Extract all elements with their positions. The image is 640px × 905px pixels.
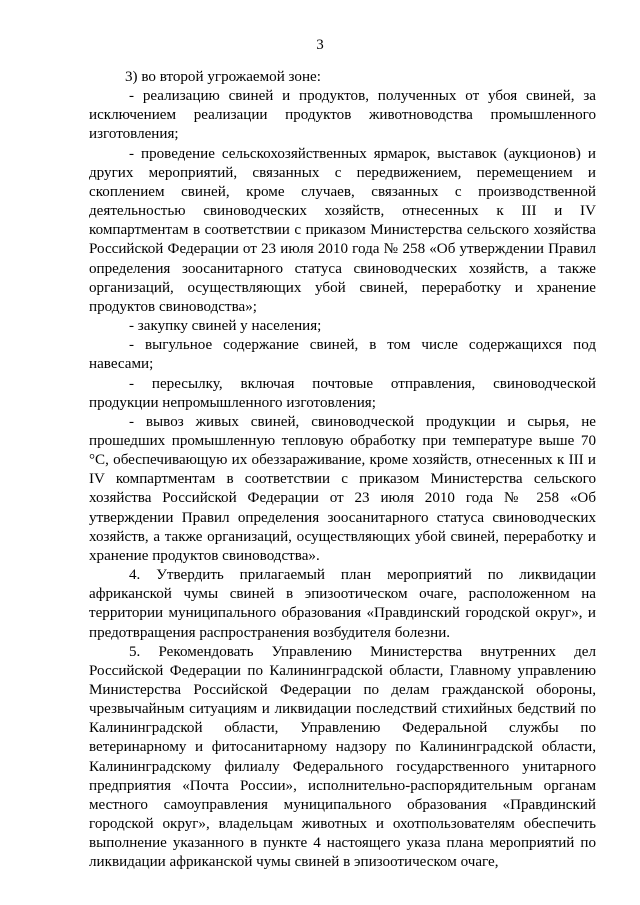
paragraph-item-fairs: - проведение сельскохозяйственных ярмарок, выставок (аукционов) и других мероприятий, связанных с передвижением, перемещением и скоплением свиней, кроме случаев, связанных с производственной деятельностью свиноводческих хозяйств, отнесенных к III и IV компартментам в соответствии с приказом Министерства сельского хозяйства Российской Федерации от 23 июля 2010 года № 258 «Об утверждении Правил определения зоосанитарного статуса свиноводческих хозяйств, а также организаций, осуществляющих убой свиней, переработку и хранение продуктов свиноводства»; bbox=[89, 145, 596, 315]
paragraph-clause-4: 4. Утвердить прилагаемый план мероприятий по ликвидации африканской чумы свиней в эпизоотическом очаге, расположенном на территории муниципального образования «Правдинский городской округ», и предотвращения распространения возбудителя болезни. bbox=[89, 567, 596, 641]
paragraph-item-grazing: - выгульное содержание свиней, в том числе содержащихся под навесами; bbox=[89, 337, 596, 373]
paragraph-item-mailing: - пересылку, включая почтовые отправления, свиноводческой продукции непромышленного изготовления; bbox=[89, 375, 596, 411]
paragraph-zone-heading: 3) во второй угрожаемой зоне: bbox=[125, 69, 321, 85]
paragraph-item-sale: - реализацию свиней и продуктов, полученных от убоя свиней, за исключением реализации продуктов животноводства промышленного изготовления; bbox=[89, 88, 596, 143]
document-body bbox=[89, 68, 596, 873]
paragraph-item-purchase: - закупку свиней у населения; bbox=[129, 318, 322, 335]
paragraph-item-export: - вывоз живых свиней, свиноводческой продукции и сырья, не прошедших промышленную тепловую обработку при температуре выше 70 °С, обеспечивающую их обеззараживание, кроме хозяйств, отнесенных к III и IV компартментам в соответствии с приказом Министерства сельского хозяйства Российской Федерации от 23 июля 2010 года № 258 «Об утверждении Правил определения зоосанитарного статуса свиноводческих хозяйств, а также организаций, осуществляющих убой свиней, переработку и хранение продуктов свиноводства». bbox=[89, 413, 596, 564]
paragraph-clause-5: 5. Рекомендовать Управлению Министерства внутренних дел Российской Федерации по Калининградской области, Главному управлению Министерства Российской Федерации по делам гражданской обороны, чрезвычайным ситуациям и ликвидации последствий стихийных бедствий по Калининградской области, Управлению Федеральной службы по ветеринарному и фитосанитарному надзору по Калининградской области, Калининградскому филиалу Федерального государственного унитарного предприятия «Почта России», исполнительно-распорядительным органам местного самоуправления муниципального образования «Правдинский городской округ», владельцам животных и охотпользователям обеспечить выполнение указанного в пункте 4 настоящего указа плана мероприятий по ликвидации африканской чумы свиней в эпизоотическом очаге, bbox=[89, 643, 596, 871]
page-number: 3 bbox=[316, 37, 324, 53]
